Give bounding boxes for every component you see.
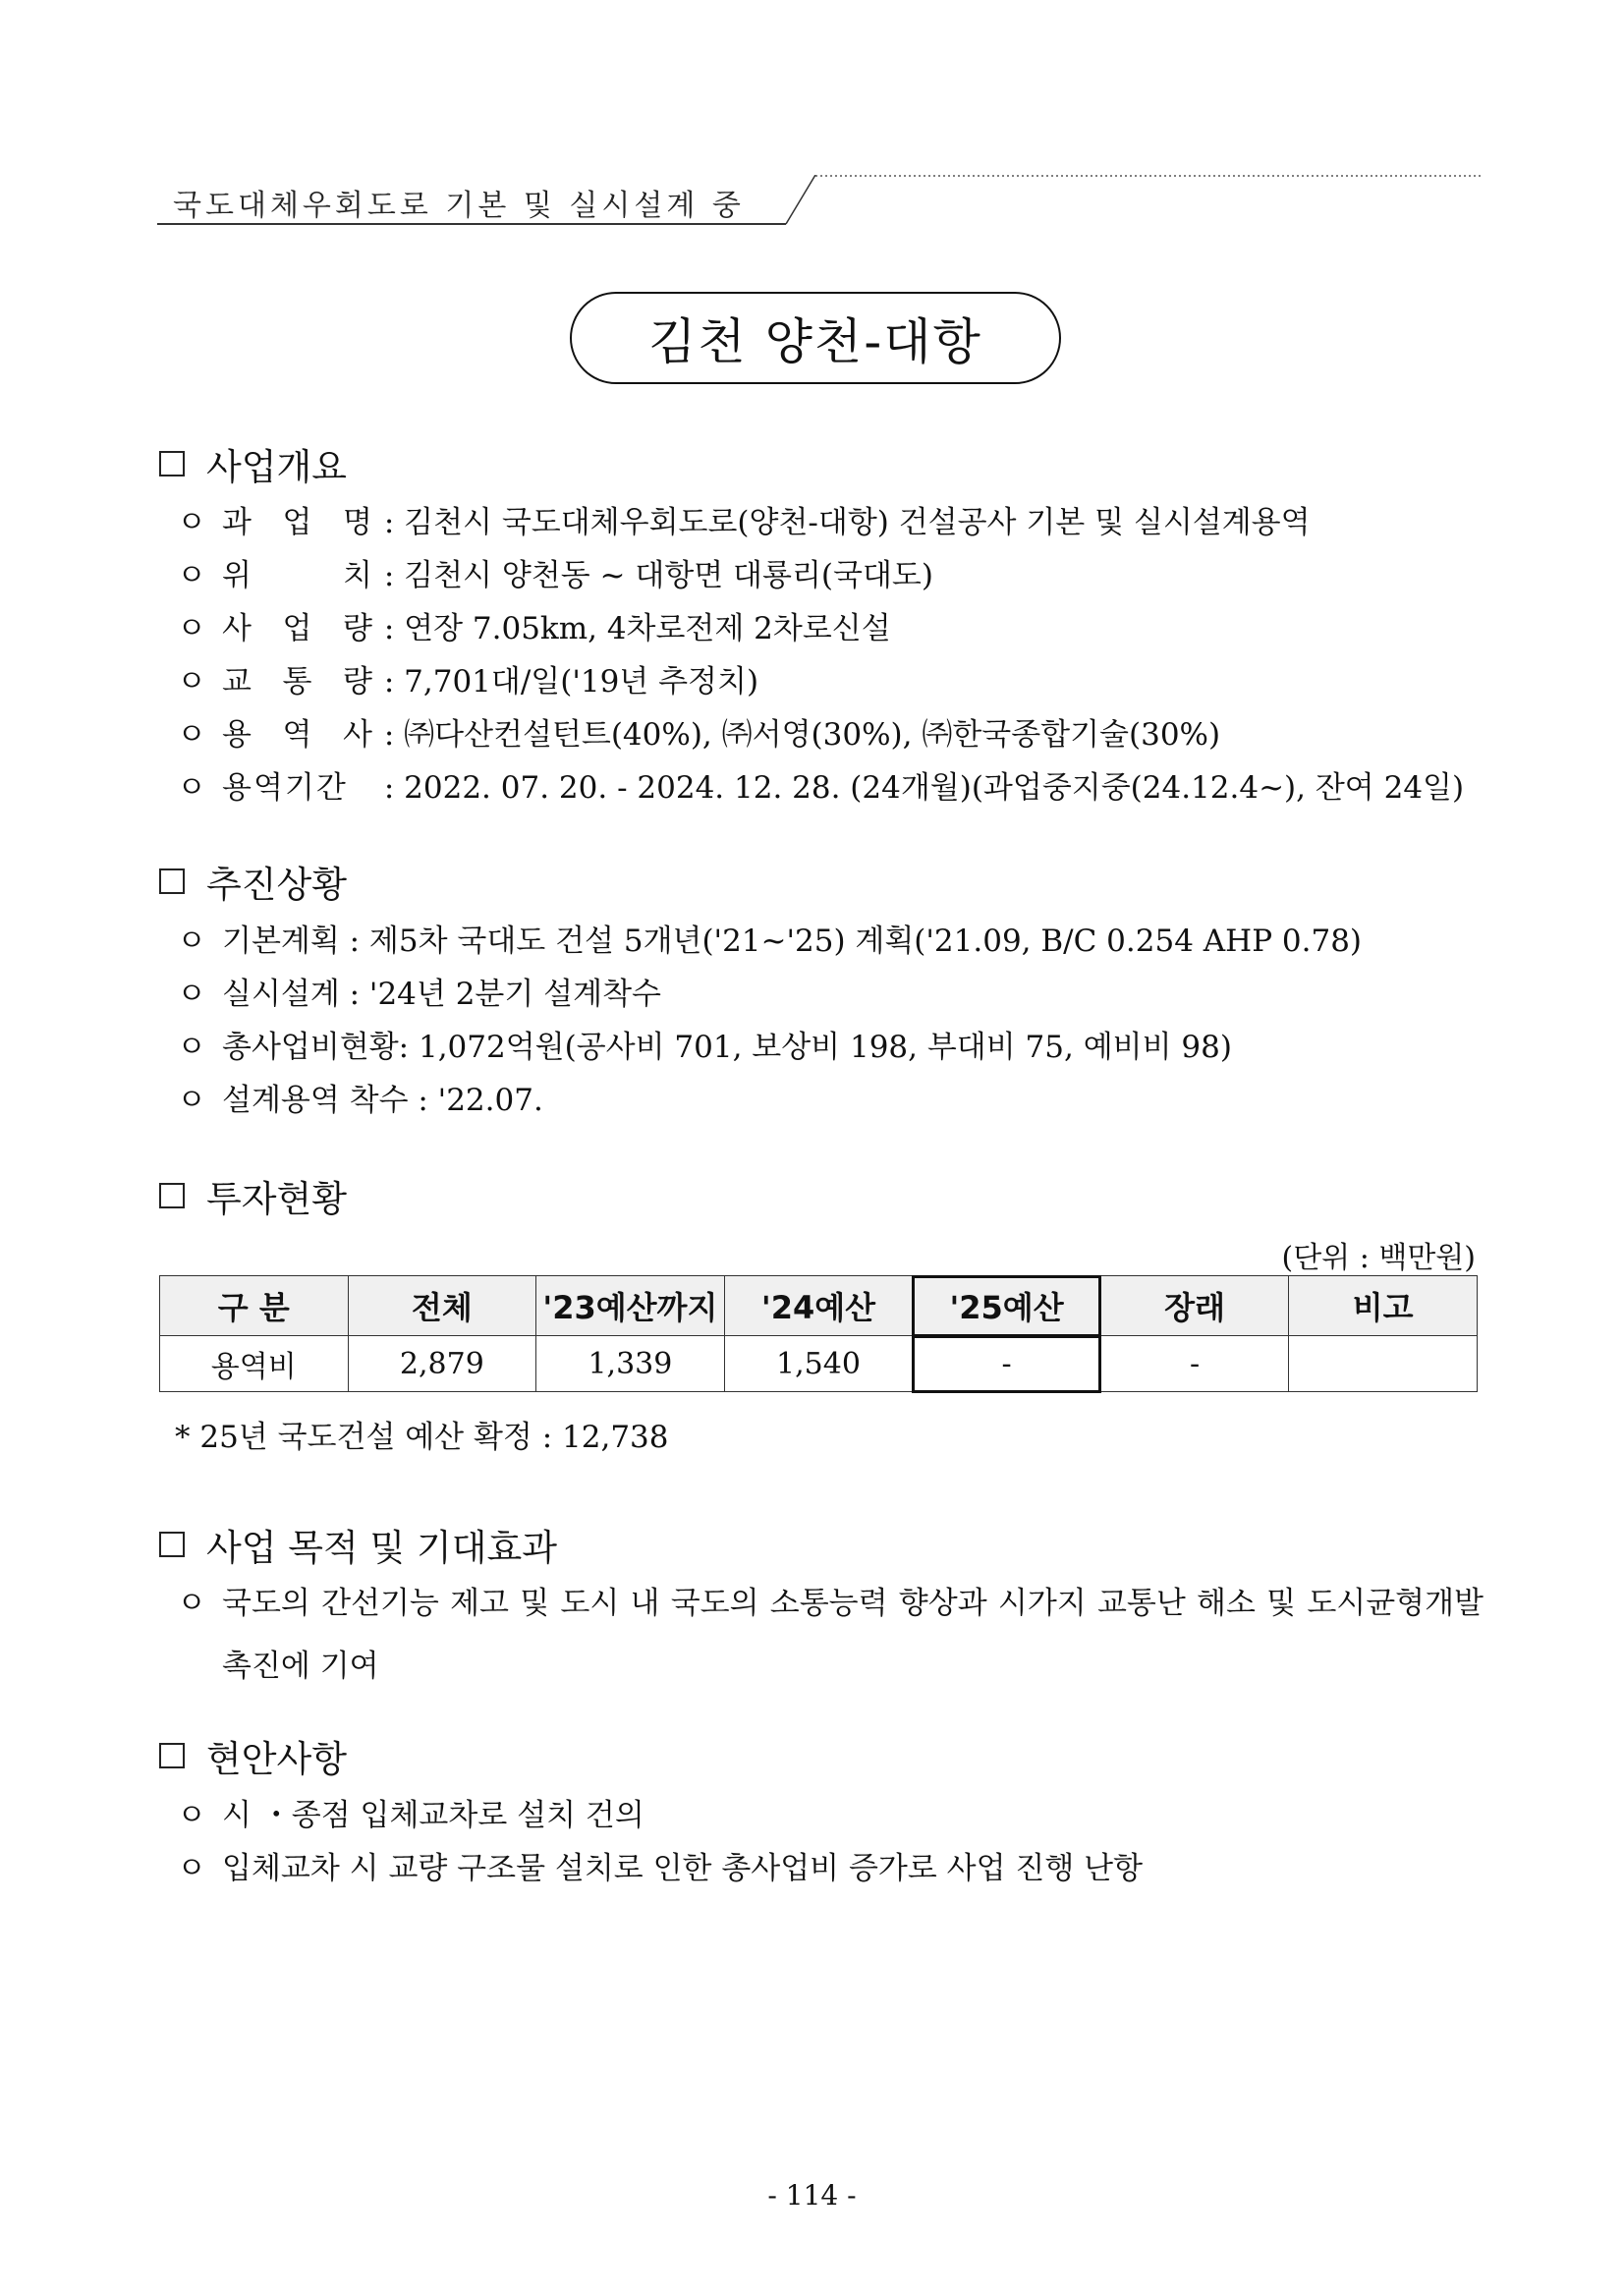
square-bullet-icon [159,1532,185,1557]
item-text: 실시설계 : '24년 2분기 설계착수 [222,977,661,1012]
table-header-cell: '24예산 [724,1276,913,1336]
table-row [160,1336,1478,1392]
investment-table [159,1275,1478,1392]
budget-note: * 25년 국도건설 예산 확정 : 12,738 [175,1420,669,1455]
circle-bullet-icon: ㅇ [177,558,206,593]
square-bullet-icon [159,868,185,894]
section-heading-text: 사업 목적 및 기대효과 [206,1527,557,1569]
section-heading-issues [159,1729,347,1782]
list-item [177,1075,543,1119]
circle-bullet-icon: ㅇ [177,664,206,700]
square-bullet-icon [159,451,185,476]
running-header [157,175,1484,226]
circle-bullet-icon: ㅇ [177,770,206,806]
section-heading-investment [159,1169,347,1222]
table-cell: 2,879 [348,1336,536,1392]
item-label: 위 치 [222,558,374,593]
item-label: 사 업 량 [222,611,374,646]
item-label: 용 역 사 [222,717,374,753]
table-cell: 1,540 [724,1336,913,1392]
circle-bullet-icon: ㅇ [177,505,206,540]
item-label: 과 업 명 [222,505,374,540]
list-item [177,969,661,1013]
item-text: 국도의 간선기능 제고 및 도시 내 국도의 소통능력 향상과 시가지 교통난 해소 및 도시균형개발 촉진에 기여 [222,1586,1484,1684]
table-header-cell: 구 분 [160,1276,349,1336]
item-text: 설계용역 착수 : '22.07. [222,1083,543,1118]
header-text: 국도대체우회도로 기본 및 실시설계 중 [173,189,745,223]
circle-bullet-icon: ㅇ [177,977,206,1012]
table-cell-highlighted: - [913,1336,1101,1392]
section-heading-progress [159,855,347,908]
item-text: 시 ・종점 입체교차로 설치 건의 [222,1798,644,1833]
square-bullet-icon [159,1743,185,1768]
table-cell: - [1100,1336,1289,1392]
circle-bullet-icon: ㅇ [177,1586,206,1621]
table-header-cell: 비고 [1289,1276,1478,1336]
list-item [177,709,1220,754]
list-item [177,762,1464,807]
list-item [177,603,891,647]
table-header-cell: 전체 [348,1276,536,1336]
page-number: - 114 - [767,2179,857,2212]
list-item [177,1843,1143,1887]
item-label: 용역기간 [222,770,348,806]
list-item [177,1790,644,1834]
section-heading-text: 투자현황 [206,1178,347,1220]
table-cell: 1,339 [536,1336,725,1392]
item-value: : ㈜다산컨설턴트(40%), ㈜서영(30%), ㈜한국종합기술(30%) [383,717,1221,753]
item-label: 교 통 량 [222,664,374,700]
list-item [177,1022,1232,1066]
page-title: 김천 양천-대항 [570,292,1061,384]
table-cell: 용역비 [160,1336,349,1392]
item-text: 입체교차 시 교량 구조물 설치로 인한 총사업비 증가로 사업 진행 난항 [222,1851,1144,1886]
section-heading-text: 사업개요 [206,446,347,488]
section-heading-text: 추진상황 [206,864,347,906]
list-item [177,550,933,594]
table-header-cell: '23예산까지 [536,1276,725,1336]
circle-bullet-icon: ㅇ [177,924,206,959]
circle-bullet-icon: ㅇ [177,1083,206,1118]
circle-bullet-icon: ㅇ [177,611,206,646]
table-header-cell-highlighted: '25예산 [913,1276,1101,1336]
item-value: : 김천시 국도대체우회도로(양천-대항) 건설공사 기본 및 실시설계용역 [383,505,1311,540]
list-item [177,656,758,700]
circle-bullet-icon: ㅇ [177,1851,206,1886]
square-bullet-icon [159,1183,185,1208]
unit-label: (단위 : 백만원) [1281,1241,1476,1275]
circle-bullet-icon: ㅇ [177,1798,206,1833]
table-cell [1289,1336,1478,1392]
item-value: : 2022. 07. 20. - 2024. 12. 28. (24개월)(과업중지중(24.12.4~), 잔여 24일) [383,770,1465,806]
section-heading-overview [159,437,347,490]
list-item [177,1572,1484,1698]
item-text: 기본계획 : 제5차 국대도 건설 5개년('21~'25) 계획('21.09, B/C 0.254 AHP 0.78) [222,924,1363,959]
circle-bullet-icon: ㅇ [177,717,206,753]
item-text: 총사업비현황: 1,072억원(공사비 701, 보상비 198, 부대비 75, 예비비 98) [222,1030,1232,1065]
list-item [177,497,1311,541]
circle-bullet-icon: ㅇ [177,1030,206,1065]
item-value: : 연장 7.05km, 4차로전제 2차로신설 [383,611,891,646]
item-value: : 7,701대/일('19년 추정치) [383,664,759,700]
section-heading-purpose [159,1518,557,1571]
section-heading-text: 현안사항 [206,1738,347,1780]
table-header-row [160,1276,1478,1336]
table-header-cell: 장래 [1100,1276,1289,1336]
list-item [177,916,1362,960]
item-value: : 김천시 양천동 ~ 대항면 대룡리(국대도) [383,558,933,593]
